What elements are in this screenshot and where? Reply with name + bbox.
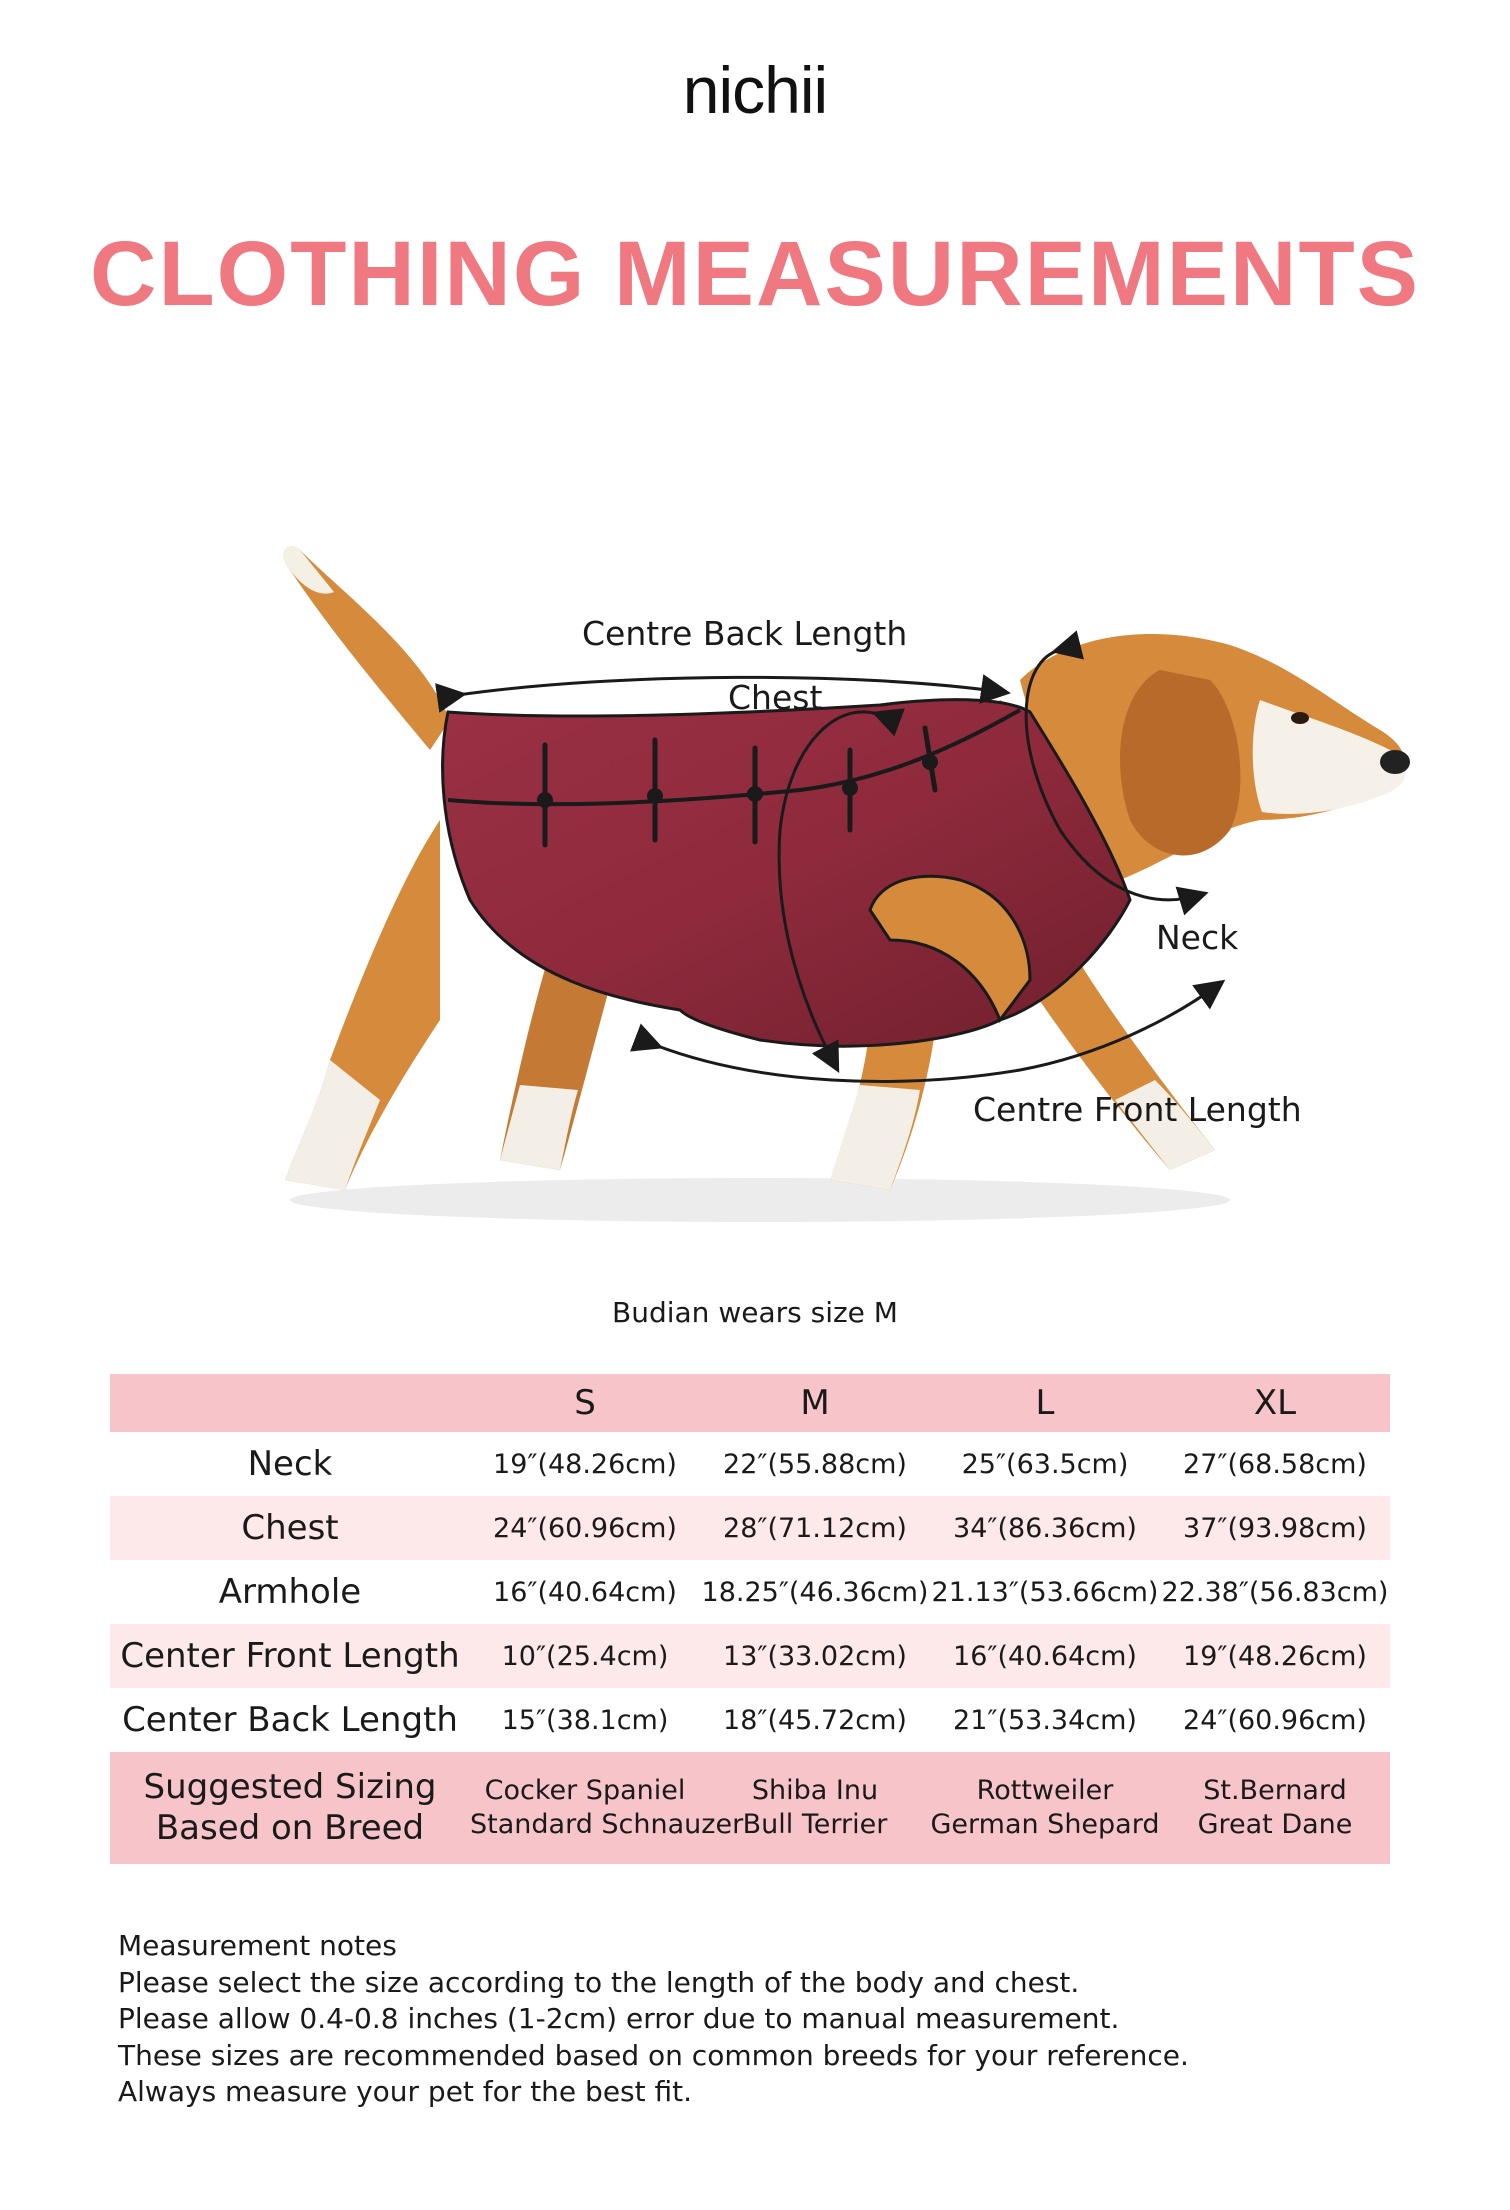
- note-line: Please select the size according to the length of the body and chest.: [118, 1965, 1080, 1999]
- row-suggested-breeds: [110, 1752, 1390, 1864]
- breed-cell-l: [930, 1752, 1160, 1864]
- cell-value: 27″(68.58cm): [1183, 1448, 1367, 1480]
- note-line: Please allow 0.4-0.8 inches (1-2cm) error due to manual measurement.: [118, 2002, 1120, 2035]
- breed-name: Bull Terrier: [742, 1809, 888, 1840]
- breed-name: Cocker Spaniel: [484, 1775, 686, 1806]
- cell-value: 21″(53.34cm): [953, 1704, 1137, 1736]
- page-title: CLOTHING MEASUREMENTS: [90, 223, 1420, 325]
- row-label: Armhole: [218, 1572, 362, 1612]
- row-armhole: [110, 1560, 1390, 1624]
- breed-cell-xl: [1160, 1752, 1390, 1864]
- breed-label-line: Based on Breed: [155, 1808, 425, 1848]
- row-label: Neck: [247, 1444, 333, 1484]
- notes-heading: Measurement notes: [118, 1929, 397, 1962]
- row-chest: [110, 1496, 1390, 1560]
- row-label: Center Back Length: [122, 1700, 458, 1740]
- breed-name: Shiba Inu: [751, 1775, 879, 1806]
- header-blank: [110, 1374, 470, 1432]
- cell-value: 10″(25.4cm): [501, 1640, 669, 1672]
- label-chest: Chest: [728, 678, 823, 717]
- breed-label-line: Suggested Sizing: [143, 1767, 437, 1807]
- label-neck: Neck: [1156, 918, 1239, 957]
- size-s-header: S: [574, 1383, 596, 1423]
- row-label: Center Front Length: [120, 1636, 460, 1676]
- breed-name: Great Dane: [1197, 1809, 1353, 1840]
- row-center-front-length: [110, 1624, 1390, 1688]
- size-l-header: L: [1035, 1383, 1055, 1423]
- row-center-back-length: [110, 1688, 1390, 1752]
- row-neck: [110, 1432, 1390, 1496]
- cell-value: 22.38″(56.83cm): [1161, 1576, 1389, 1608]
- note-line: These sizes are recommended based on common breeds for your reference.: [118, 2038, 1189, 2072]
- breed-cell-s: [470, 1752, 744, 1864]
- cell-value: 13″(33.02cm): [723, 1640, 907, 1672]
- cell-value: 16″(40.64cm): [493, 1576, 677, 1608]
- size-m-header: M: [800, 1383, 830, 1423]
- cell-value: 21.13″(53.66cm): [931, 1576, 1159, 1608]
- dog-measurement-figure: [0, 500, 1510, 1260]
- breed-cell-m: [700, 1752, 930, 1864]
- cell-value: 24″(60.96cm): [1183, 1704, 1367, 1736]
- cell-value: 19″(48.26cm): [493, 1448, 677, 1480]
- cell-value: 25″(63.5cm): [961, 1448, 1129, 1480]
- breed-row-label: [110, 1752, 470, 1864]
- breed-name: Rottweiler: [976, 1775, 1114, 1806]
- cell-value: 34″(86.36cm): [953, 1512, 1137, 1544]
- cell-value: 15″(38.1cm): [501, 1704, 669, 1736]
- dog-ear: [1120, 670, 1240, 855]
- cell-value: 16″(40.64cm): [953, 1640, 1137, 1672]
- breed-name: German Shepard: [930, 1809, 1160, 1840]
- row-label: Chest: [241, 1508, 339, 1548]
- brand-logo: nichii: [682, 53, 828, 127]
- breed-name: St.Bernard: [1203, 1775, 1347, 1806]
- label-centre-front-length: Centre Front Length: [973, 1090, 1302, 1129]
- cell-value: 18.25″(46.36cm): [701, 1576, 929, 1608]
- measurement-notes: [118, 1928, 1189, 2111]
- note-line: Always measure your pet for the best fit.: [118, 2075, 693, 2108]
- breed-name: Standard Schnauzer: [470, 1809, 744, 1840]
- cell-value: 28″(71.12cm): [723, 1512, 907, 1544]
- cell-value: 24″(60.96cm): [493, 1512, 677, 1544]
- cell-value: 19″(48.26cm): [1183, 1640, 1367, 1672]
- size-xl-header: XL: [1253, 1383, 1297, 1423]
- figure-caption: Budian wears size M: [612, 1296, 898, 1329]
- cell-value: 22″(55.88cm): [723, 1448, 907, 1480]
- size-chart-table: [110, 1374, 1390, 1864]
- size-header-row: [110, 1374, 1390, 1432]
- cell-value: 18″(45.72cm): [723, 1704, 907, 1736]
- label-centre-back-length: Centre Back Length: [582, 614, 908, 653]
- ground-shadow: [290, 1178, 1230, 1222]
- cell-value: 37″(93.98cm): [1183, 1512, 1367, 1544]
